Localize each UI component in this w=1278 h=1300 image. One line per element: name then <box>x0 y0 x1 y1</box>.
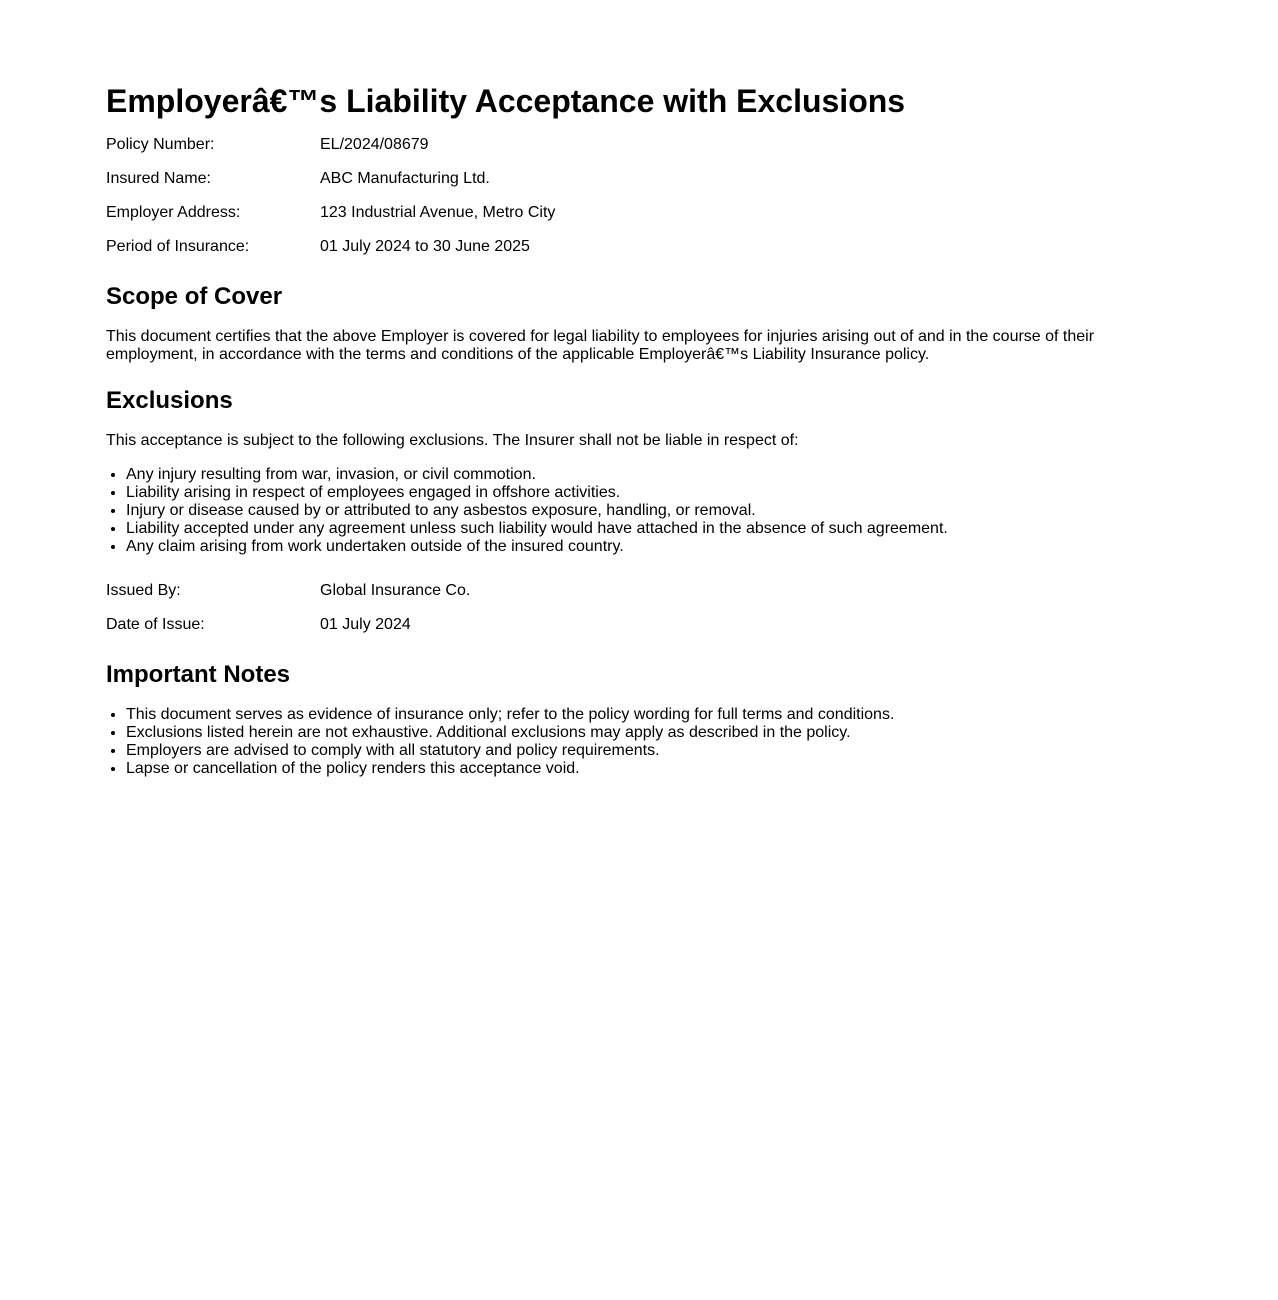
exclusions-list <box>106 466 1156 556</box>
list-item: • Any injury resulting from war, invasion, or civil commotion. <box>126 466 1156 484</box>
detail-label: Insured Name: <box>106 170 211 187</box>
detail-label: Policy Number: <box>106 136 215 153</box>
detail-value: ABC Manufacturing Ltd. <box>320 170 490 187</box>
detail-label: Period of Insurance: <box>106 238 250 255</box>
exclusions-intro: This acceptance is subject to the following exclusions. The Insurer shall not be liable in respect of: <box>106 432 799 449</box>
issue-value: 01 July 2024 <box>320 616 411 633</box>
detail-row-insured-name <box>106 162 555 196</box>
list-item: • Liability accepted under any agreement unless such liability would have attached in the absence of such agreement. <box>126 520 1156 538</box>
detail-row-policy-number <box>106 128 555 162</box>
notes-heading: Important Notes <box>106 661 291 688</box>
issue-row-issued-by <box>106 574 470 608</box>
detail-value: EL/2024/08679 <box>320 136 429 153</box>
list-item: • Employers are advised to comply with all statutory and policy requirements. <box>126 742 1156 760</box>
list-item: • Injury or disease caused by or attributed to any asbestos exposure, handling, or removal. <box>126 502 1156 520</box>
issue-label: Date of Issue: <box>106 616 205 633</box>
document-title: Employerâ€™s Liability Acceptance with Exclusions <box>106 83 906 119</box>
issue-details-table <box>106 574 470 642</box>
list-item: • This document serves as evidence of insurance only; refer to the policy wording for full terms and conditions. <box>126 706 1156 724</box>
policy-details-table <box>106 128 555 264</box>
detail-value: 123 Industrial Avenue, Metro City <box>320 204 556 221</box>
notes-list <box>106 706 1156 778</box>
detail-label: Employer Address: <box>106 204 241 221</box>
list-item: • Liability arising in respect of employees engaged in offshore activities. <box>126 484 1156 502</box>
list-item: • Any claim arising from work undertaken outside of the insured country. <box>126 538 1156 556</box>
issue-row-date-of-issue <box>106 608 470 642</box>
scope-heading: Scope of Cover <box>106 283 283 310</box>
list-item: • Exclusions listed herein are not exhaustive. Additional exclusions may apply as described in the policy. <box>126 724 1156 742</box>
detail-row-period-of-insurance <box>106 230 555 264</box>
issue-label: Issued By: <box>106 582 181 599</box>
detail-value: 01 July 2024 to 30 June 2025 <box>320 238 530 255</box>
exclusions-heading: Exclusions <box>106 387 233 414</box>
list-item: • Lapse or cancellation of the policy renders this acceptance void. <box>126 760 1156 778</box>
detail-row-employer-address <box>106 196 555 230</box>
scope-text: This document certifies that the above Employer is covered for legal liability to employees for injuries arising out of and in the course of their employment, in accordance with the terms and conditions of the applicable Employerâ€™s Liability Insurance policy. <box>106 328 1095 363</box>
issue-value: Global Insurance Co. <box>320 582 471 599</box>
